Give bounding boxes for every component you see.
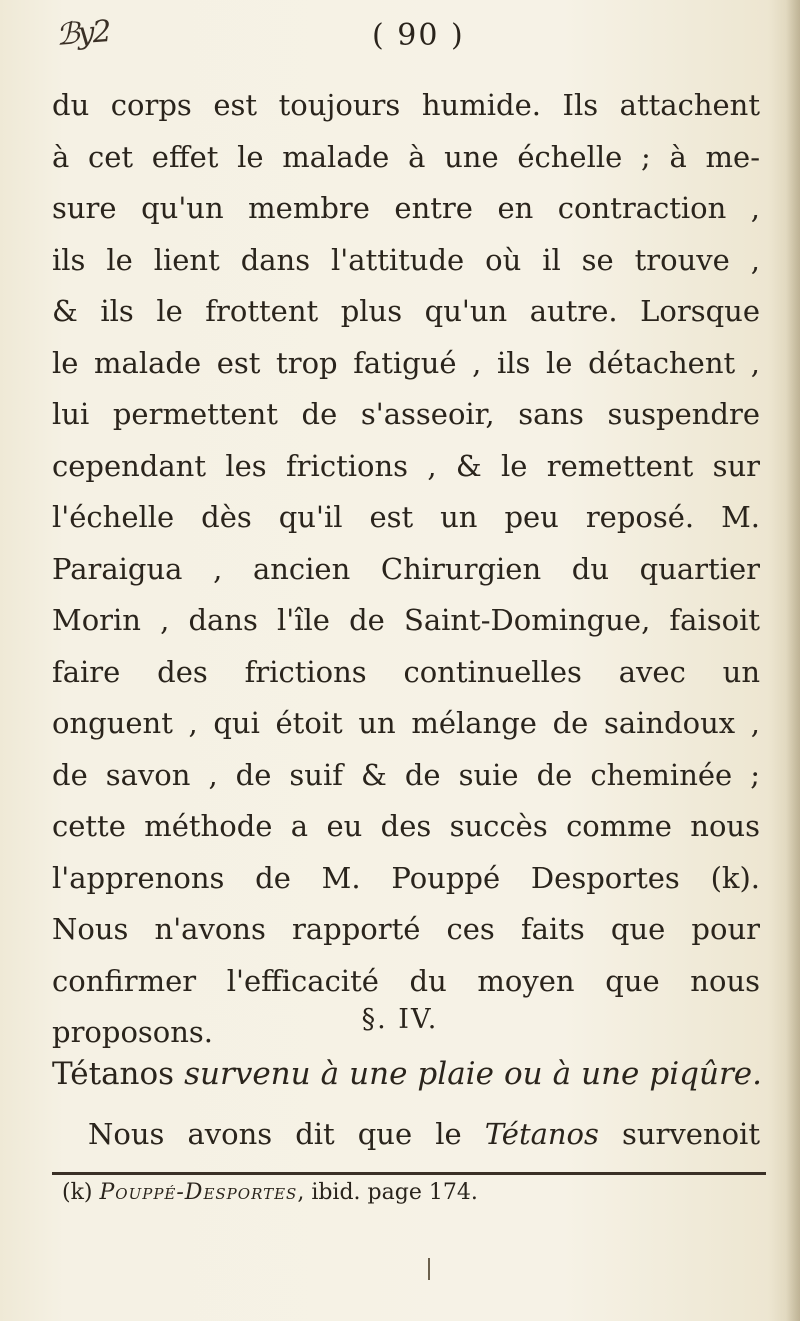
handwritten-annotation: ℬy2: [54, 14, 111, 53]
closing-text-before: Nous avons dit que le: [88, 1117, 485, 1151]
text-line: cependant les frictions , & le remettent sur: [52, 448, 760, 483]
text-line: faire des frictions continuelles avec un: [52, 654, 760, 689]
closing-text-after: survenoit: [598, 1117, 760, 1151]
text-line: proposons.: [52, 1015, 214, 1049]
text-line: cette méthode a eu des succès comme nous: [52, 809, 760, 843]
section-title-roman: Tétanos: [52, 1056, 185, 1092]
footnote-author: Pouppé-Desportes: [99, 1180, 298, 1205]
footnote: [62, 1180, 478, 1205]
page-edge-shadow: [786, 0, 800, 1321]
text-line: l'apprenons de M. Pouppé Desportes (k).: [52, 860, 760, 895]
printer-mark: [428, 1258, 430, 1280]
text-line: sure qu'un membre entre en contraction ,: [52, 191, 760, 225]
section-title: [52, 1056, 762, 1092]
text-line: l'échelle dès qu'il est un peu reposé. M.: [52, 500, 760, 534]
text-line: le malade est trop fatigué , ils le détachent ,: [52, 345, 760, 380]
text-line: & ils le frottent plus qu'un autre. Lorsque: [52, 294, 760, 328]
section-heading: §. IV.: [361, 1004, 439, 1035]
text-line: Paraigua , ancien Chirurgien du quartier: [52, 551, 760, 586]
footnote-divider: [52, 1172, 766, 1175]
text-line: Morin , dans l'île de Saint-Domingue, faisoit: [52, 603, 760, 637]
text-line: onguent , qui étoit un mélange de saindoux ,: [52, 706, 760, 740]
text-line: à cet effet le malade à une échelle ; à me-: [52, 139, 760, 174]
text-line: Nous n'avons rapporté ces faits que pour: [52, 912, 760, 946]
text-line: du corps est toujours humide. Ils attachent: [52, 88, 760, 122]
text-line: confirmer l'efficacité du moyen que nous: [52, 963, 760, 998]
page-number: ( 90 ): [372, 18, 465, 53]
text-line: de savon , de suif & de suie de cheminée ;: [52, 757, 760, 792]
footnote-reference: , ibid. page 174.: [297, 1180, 478, 1205]
text-line: ils le lient dans l'attitude où il se trouve ,: [52, 242, 760, 277]
text-line: lui permettent de s'asseoir, sans suspendre: [52, 397, 760, 431]
closing-italic-word: Tétanos: [484, 1117, 599, 1151]
section-title-italic: survenu à une plaie ou à une piqûre.: [184, 1056, 762, 1092]
footnote-marker: (k): [62, 1180, 93, 1205]
body-paragraph: [52, 80, 760, 1059]
closing-line: [88, 1117, 760, 1151]
